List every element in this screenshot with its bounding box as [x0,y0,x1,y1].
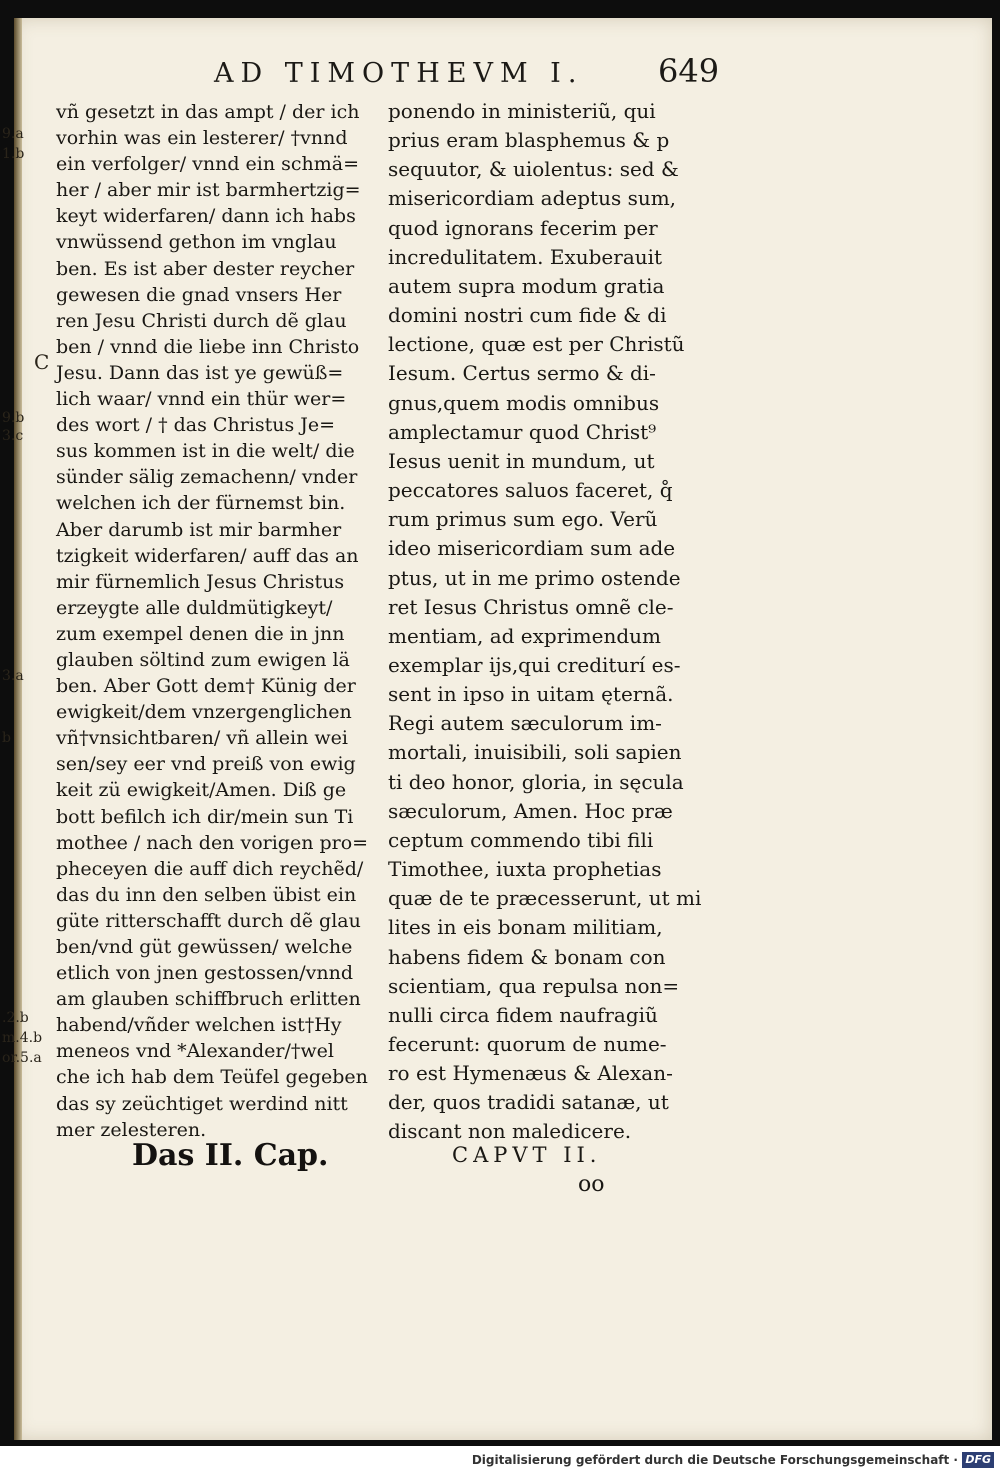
text-line: ti deo honor, gloria, in sęcula [388,769,684,794]
footer-bar [0,1446,1000,1472]
text-line: mortali, inuisibili, soli sapien [388,740,682,765]
text-line: glauben söltind zum ewigen lä [56,648,350,671]
footer-credit: Digitalisierung gefördert durch die Deutsche Forschungsgemeinschaft · [471,1453,958,1467]
text-line: zum exempel denen die in jnn [56,622,345,645]
text-line: meneos vnd *Alexander/†wel [56,1040,334,1063]
text-line: pheceyen die auff dich reychẽd/ [56,857,364,880]
signature-mark: oo [578,1172,605,1197]
text-line: Aber darumb ist mir barmher [56,518,342,541]
text-line: her / aber mir ist barmhertzig= [56,179,361,202]
text-line: der, quos tradidi satanæ, ut [388,1090,669,1115]
text-line: vnwüssend gethon im vnglau [56,231,337,254]
text-line: prius eram blasphemus & p [388,128,670,153]
margin-note: m.4.b [2,1030,43,1046]
text-line: peccatores saluos faceret, q̊ [388,478,673,503]
margin-note: 3.a [2,668,24,684]
text-line: ben. Es ist aber dester reycher [56,257,355,280]
text-line: autem supra modum gratia [388,273,665,298]
text-line: mentiam, ad exprimendum [388,623,662,648]
text-line: vñ gesetzt in das ampt / der ich [56,101,360,123]
text-line: Iesum. Certus sermo & di- [388,361,656,386]
latin-chapter-heading: CAPVT II. [452,1143,602,1167]
margin-notes [0,0,50,1472]
text-line: habend/vñder welchen ist†Hy [56,1014,342,1037]
text-line: etlich von jnen gestossen/vnnd [56,962,354,985]
page-number: 649 [658,52,720,90]
text-line: domini nostri cum fide & di [388,303,667,328]
text-line: das du inn den selben übist ein [56,883,357,906]
text-line: tzigkeit widerfaren/ auff das an [56,544,359,567]
text-line: ren Jesu Christi durch dẽ glau [56,309,347,332]
text-line: misericordiam adeptus sum, [388,186,677,211]
text-line: keyt widerfaren/ dann ich habs [56,205,356,228]
text-line: Regi autem sæculorum im- [388,711,662,736]
margin-note: C [34,350,50,374]
text-line: quæ de te præcesserunt, ut mi [388,886,702,911]
text-line: mothee / nach den vorigen pro= [56,831,369,854]
text-line: amplectamur quod Christ⁹ [388,419,657,444]
margin-note: 3.c [2,428,24,444]
text-line: mer zelesteren. [56,1118,207,1141]
text-line: sequutor, & uiolentus: sed & [388,157,679,182]
german-column [56,99,378,1143]
text-line: ben / vnnd die liebe inn Christo [56,335,360,358]
text-line: welchen ich der fürnemst bin. [56,492,346,515]
text-line: lich waar/ vnnd ein thür wer= [56,388,347,411]
text-line: rum primus sum ego. Verũ [388,507,658,532]
text-line: ein verfolger/ vnnd ein schmä= [56,153,360,176]
text-line: ben. Aber Gott dem† Künig der [56,675,356,698]
text-line: güte ritterschafft durch dẽ glau [56,909,361,932]
german-chapter-heading: Das II. Cap. [132,1138,329,1173]
text-line: scientiam, qua repulsa non= [388,973,680,998]
text-line: ideo misericordiam sum ade [388,536,676,561]
text-line: gewesen die gnad vnsers Her [56,283,342,306]
text-line: ro est Hymenæus & Alexan- [388,1061,673,1086]
margin-note: 9.b [2,410,25,426]
text-line: sus kommen ist in die welt/ die [56,440,355,463]
text-line: incredulitatem. Exuberauit [388,244,663,269]
text-line: che ich hab dem Teüfel gegeben [56,1066,368,1089]
text-line: nulli circa fidem naufragiũ [388,1002,658,1027]
text-line: sen/sey eer vnd preiß von ewig [56,753,356,776]
text-line: exemplar ijs,qui crediturí es- [388,652,681,677]
text-line: gnus,quem modis omnibus [388,390,660,415]
margin-note: b [2,730,11,746]
text-line: Iesus uenit in mundum, ut [388,448,655,473]
text-line: lectione, quæ est per Christũ [388,332,685,357]
text-line: sent in ipso in uitam ęternã. [388,682,674,707]
margin-note: 1.b [2,146,25,162]
margin-note: or.5.a [2,1050,42,1066]
text-line: ben/vnd güt gewüssen/ welche [56,936,353,958]
dfg-logo-icon: DFG [962,1452,994,1468]
text-line: sæculorum, Amen. Hoc præ [388,798,673,823]
text-line: discant non maledicere. [388,1119,632,1144]
margin-note: 9.a [2,126,24,142]
text-line: Timothee, iuxta prophetias [388,857,662,882]
text-line: ptus, ut in me primo ostende [388,565,681,590]
text-line: das sy zeüchtiget werdind nitt [56,1092,348,1115]
text-line: ceptum commendo tibi fili [388,827,654,852]
text-line: fecerunt: quorum de nume- [388,1032,667,1056]
latin-column [388,97,710,1147]
text-line: keit zü ewigkeit/Amen. Diß ge [56,779,347,802]
text-line: erzeygte alle duldmütigkeyt/ [56,596,333,619]
text-line: vñ†vnsichtbaren/ vñ allein wei [56,727,348,750]
text-line: ewigkeit/dem vnzergenglichen [56,701,352,724]
text-line: bott befilch ich dir/mein sun Ti [56,805,354,828]
margin-note: .2.b [2,1010,29,1026]
text-line: vorhin was ein lesterer/ †vnnd [56,127,348,150]
text-line: habens fidem & bonam con [388,944,666,969]
text-line: quod ignorans fecerim per [388,215,658,240]
text-line: mir fürnemlich Jesus Christus [56,570,345,593]
running-head: AD TIMOTHEVM I. [214,58,584,89]
text-line: ponendo in ministeriũ, qui [388,99,656,123]
text-line: Jesu. Dann das ist ye gewüß= [56,361,344,384]
text-line: lites in eis bonam militiam, [388,915,663,940]
text-line: ret Iesus Christus omnẽ cle- [388,594,674,619]
text-line: sünder sälig zemachenn/ vnder [56,466,358,489]
text-line: am glauben schiffbruch erlitten [56,988,361,1011]
text-line: des wort / † das Christus Je= [56,414,336,437]
